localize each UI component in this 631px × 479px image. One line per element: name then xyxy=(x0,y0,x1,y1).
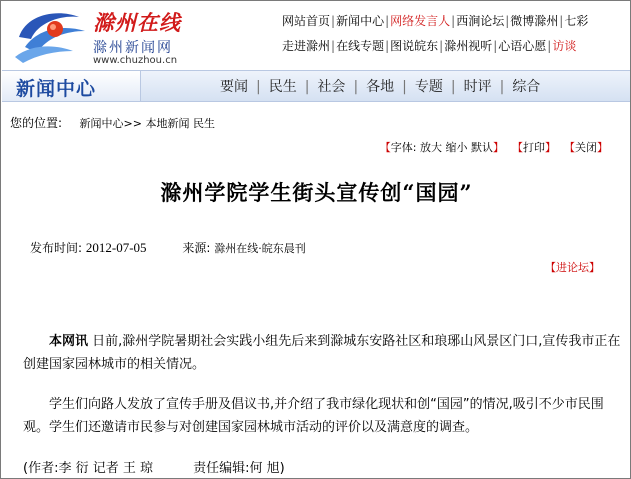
top-nav-link[interactable]: 图说皖东 xyxy=(390,39,439,53)
nav-separator: | xyxy=(385,39,390,53)
navbar-item[interactable]: 时评 xyxy=(463,79,492,95)
editor-info: 责任编辑:何 旭) xyxy=(193,461,285,476)
navbar-item[interactable]: 社会 xyxy=(317,79,346,95)
navbar-separator: | xyxy=(256,79,261,95)
top-nav-link[interactable]: 心语心愿 xyxy=(498,39,547,53)
logo-url: www.chuzhou.cn xyxy=(93,55,178,66)
source-label: 来源: xyxy=(182,241,211,255)
top-nav-link[interactable]: 网络发言人 xyxy=(390,14,451,28)
top-navigation xyxy=(282,9,631,59)
nav-separator: | xyxy=(559,14,564,28)
top-nav-link[interactable]: 七彩 xyxy=(564,14,589,28)
logo-subtitle: 滁州新闻网 xyxy=(93,40,173,56)
publish-label: 发布时间: xyxy=(30,241,83,255)
source-value: 滁州在线·皖东晨刊 xyxy=(214,242,306,255)
navbar-items xyxy=(220,76,540,96)
section-navbar xyxy=(2,70,631,102)
bracket: 【 xyxy=(564,141,575,154)
font-default-link[interactable]: 默认 xyxy=(471,141,493,154)
nav-separator: | xyxy=(331,39,336,53)
navbar-item[interactable]: 要闻 xyxy=(220,79,248,95)
font-size-label: 字体: xyxy=(390,141,417,154)
top-nav-link[interactable]: 走进滁州 xyxy=(282,39,331,53)
navbar-item[interactable]: 专题 xyxy=(414,79,443,95)
lead-label: 本网讯 xyxy=(49,334,89,349)
section-tab[interactable] xyxy=(2,71,141,101)
nav-separator: | xyxy=(505,14,510,28)
navbar-item[interactable]: 民生 xyxy=(268,79,297,95)
paragraph-text: 学生们向路人发放了宣传手册及倡议书,并介绍了我市绿化现状和创“国园”的情况,吸引不少市民围观。学生们还邀请市民参与对创建国家园林城市活动的评价以及满意度的调查。 xyxy=(23,397,604,435)
logo-title: 滁州在线 xyxy=(93,10,181,35)
navbar-item[interactable]: 各地 xyxy=(366,79,395,95)
bracket: 】 xyxy=(545,141,556,154)
navbar-item[interactable]: 综合 xyxy=(512,79,541,95)
article-paragraph xyxy=(23,330,629,376)
bracket: 【 xyxy=(379,141,391,154)
logo-swirl-icon xyxy=(13,7,93,65)
top-nav-link[interactable]: 访谈 xyxy=(552,39,577,53)
nav-separator: | xyxy=(439,39,444,53)
paragraph-text: 日前,滁州学院暑期社会实践小组先后来到滁城东安路社区和琅琊山风景区门口,宣传我市正在创建国家园林城市的相关情况。 xyxy=(23,334,621,372)
nav-separator: | xyxy=(493,39,498,53)
bracket: 【 xyxy=(512,141,523,154)
print-link[interactable]: 打印 xyxy=(523,141,545,154)
bracket: 】 xyxy=(597,141,608,154)
top-nav-row xyxy=(282,34,631,59)
bracket: 【 xyxy=(545,261,556,274)
font-enlarge-link[interactable]: 放大 xyxy=(420,141,442,154)
navbar-separator: | xyxy=(304,79,310,95)
navbar-separator: | xyxy=(353,79,359,95)
nav-separator: | xyxy=(331,14,336,28)
publish-date: 2012-07-05 xyxy=(85,240,147,255)
nav-separator: | xyxy=(451,14,456,28)
top-nav-link[interactable]: 新闻中心 xyxy=(336,14,385,28)
section-title: 新闻中心 xyxy=(16,78,97,100)
forum-link[interactable]: 进论坛 xyxy=(556,261,589,274)
nav-separator: | xyxy=(547,39,552,53)
font-shrink-link[interactable]: 缩小 xyxy=(445,141,468,154)
author-info: (作者:李 衍 记者 王 琼 xyxy=(23,461,153,476)
top-nav-link[interactable]: 西涧论坛 xyxy=(456,14,505,28)
breadcrumb-path[interactable]: 新闻中心>> 本地新闻 民生 xyxy=(79,117,215,130)
navbar-separator: | xyxy=(499,79,505,95)
article-title: 滁州学院学生街头宣传创“国园” xyxy=(160,180,473,205)
top-nav-link[interactable]: 滁州视听 xyxy=(444,39,493,53)
article-tools xyxy=(380,139,608,155)
author-line xyxy=(23,457,285,476)
forum-link-wrap xyxy=(545,259,600,275)
breadcrumb-label: 您的位置: xyxy=(10,116,63,130)
top-nav-link[interactable]: 在线专题 xyxy=(336,39,385,53)
navbar-separator: | xyxy=(402,79,407,95)
breadcrumb xyxy=(10,114,215,131)
navbar-separator: | xyxy=(450,79,456,95)
nav-separator: | xyxy=(385,14,390,28)
article-meta xyxy=(30,239,306,256)
bracket: 】 xyxy=(589,261,600,274)
close-link[interactable]: 关闭 xyxy=(575,141,597,154)
top-nav-link[interactable]: 网站首页 xyxy=(282,14,331,28)
bracket: 】 xyxy=(493,141,504,154)
top-nav-row xyxy=(282,9,631,34)
article-paragraph xyxy=(23,393,629,439)
top-nav-link[interactable]: 微博滁州 xyxy=(510,14,559,28)
site-logo[interactable] xyxy=(13,5,213,67)
